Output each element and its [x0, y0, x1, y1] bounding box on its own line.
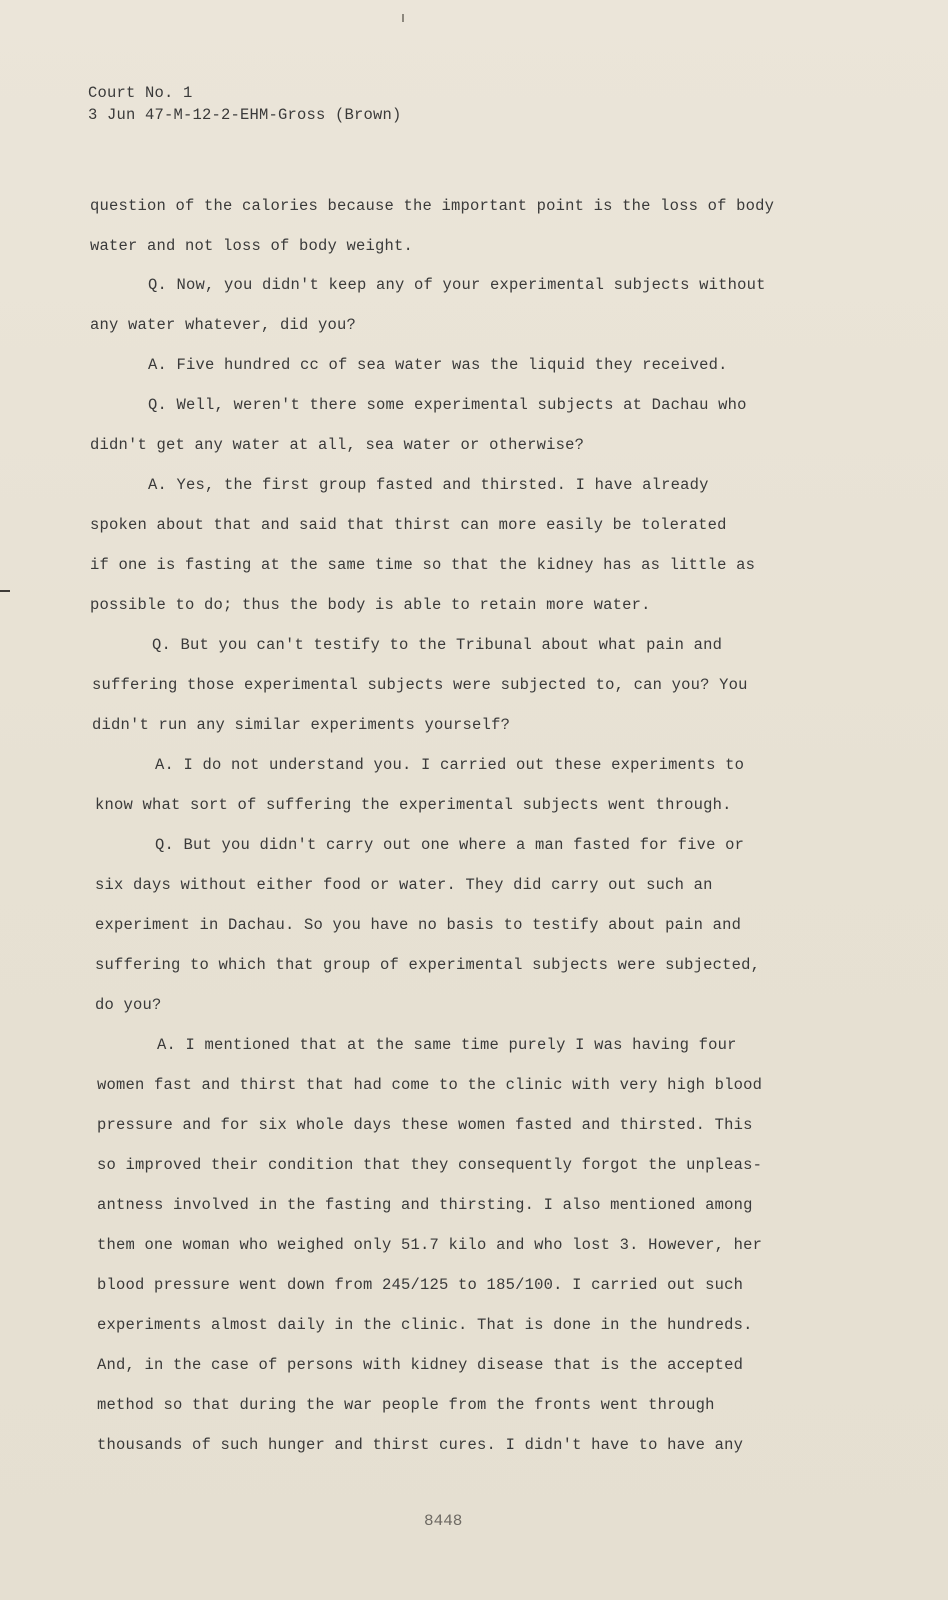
- transcript-line: pressure and for six whole days these women fasted and thirsted. This: [97, 1116, 753, 1134]
- transcript-line: Q. Well, weren't there some experimental subjects at Dachau who: [148, 396, 747, 414]
- transcript-line: didn't get any water at all, sea water or otherwise?: [90, 436, 585, 454]
- transcript-line: experiments almost daily in the clinic. That is done in the hundreds.: [97, 1316, 753, 1334]
- page-number: 8448: [424, 1512, 463, 1530]
- transcript-line: A. Five hundred cc of sea water was the liquid they received.: [148, 356, 728, 374]
- transcript-line: didn't run any similar experiments yourself?: [92, 716, 511, 734]
- transcript-line: experiment in Dachau. So you have no basis to testify about pain and: [95, 916, 742, 934]
- transcript-line: And, in the case of persons with kidney disease that is the accepted: [97, 1356, 744, 1374]
- transcript-line: question of the calories because the important point is the loss of body: [90, 197, 775, 215]
- transcript-line: A. I mentioned that at the same time purely I was having four: [157, 1036, 737, 1054]
- transcript-line: Q. Now, you didn't keep any of your experimental subjects without: [148, 276, 766, 294]
- transcript-line: blood pressure went down from 245/125 to 185/100. I carried out such: [97, 1276, 744, 1294]
- transcript-line: them one woman who weighed only 51.7 kilo and who lost 3. However, her: [97, 1236, 763, 1254]
- transcript-line: A. I do not understand you. I carried out these experiments to: [155, 756, 745, 774]
- transcript-line: suffering to which that group of experimental subjects were subjected,: [95, 956, 761, 974]
- transcript-line: do you?: [95, 996, 162, 1014]
- transcript-line: spoken about that and said that thirst can more easily be tolerated: [90, 516, 727, 534]
- transcript-line: any water whatever, did you?: [90, 316, 357, 334]
- transcript-line: water and not loss of body weight.: [90, 237, 414, 255]
- transcript-line: suffering those experimental subjects were subjected to, can you? You: [92, 676, 748, 694]
- transcript-line: so improved their condition that they consequently forgot the unpleas-: [97, 1156, 763, 1174]
- court-number: Court No. 1: [88, 84, 193, 102]
- transcript-line: method so that during the war people from the fronts went through: [97, 1396, 715, 1414]
- transcript-line: if one is fasting at the same time so that the kidney has as little as: [90, 556, 756, 574]
- transcript-line: possible to do; thus the body is able to retain more water.: [90, 596, 651, 614]
- document-reference: 3 Jun 47-M-12-2-EHM-Gross (Brown): [88, 106, 402, 124]
- transcript-line: Q. But you didn't carry out one where a man fasted for five or: [155, 836, 745, 854]
- transcript-line: women fast and thirst that had come to the clinic with very high blood: [97, 1076, 763, 1094]
- transcript-line: know what sort of suffering the experimental subjects went through.: [95, 796, 732, 814]
- transcript-line: antness involved in the fasting and thirsting. I also mentioned among: [97, 1196, 753, 1214]
- transcript-line: thousands of such hunger and thirst cures. I didn't have to have any: [97, 1436, 744, 1454]
- transcript-line: six days without either food or water. They did carry out such an: [95, 876, 713, 894]
- transcript-line: A. Yes, the first group fasted and thirsted. I have already: [148, 476, 709, 494]
- transcript-line: Q. But you can't testify to the Tribunal about what pain and: [152, 636, 723, 654]
